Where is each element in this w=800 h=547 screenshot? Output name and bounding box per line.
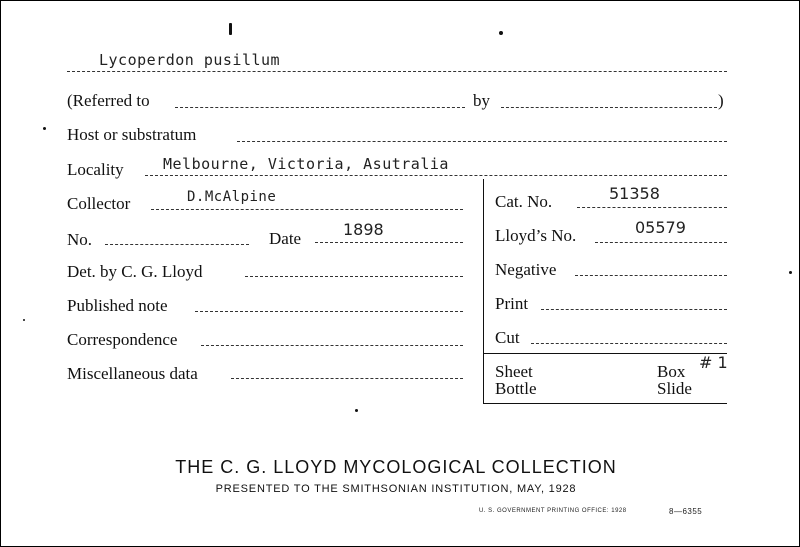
negative-label: Negative xyxy=(495,260,557,279)
sheet-label: Sheet xyxy=(495,362,533,381)
referred-to-label: (Referred to xyxy=(67,91,150,110)
published-line xyxy=(195,311,463,312)
cat-no-label: Cat. No. xyxy=(495,192,553,211)
printer-line: U. S. GOVERNMENT PRINTING OFFICE: 1928 xyxy=(479,508,627,514)
lloyd-no-label: Lloyd’s No. xyxy=(495,226,577,245)
date-line xyxy=(315,242,463,243)
ink-mark xyxy=(229,23,232,35)
correspondence-label: Correspondence xyxy=(67,330,178,349)
collection-subtitle: PRESENTED TO THE SMITHSONIAN INSTITUTION, MAY, 1928 xyxy=(215,483,577,495)
no-label: No. xyxy=(67,230,93,249)
det-label: Det. by C. G. Lloyd xyxy=(67,262,203,281)
species-line xyxy=(67,71,727,72)
collector-label: Collector xyxy=(67,194,131,213)
lloyd-no-value: 05579 xyxy=(635,218,686,237)
date-label: Date xyxy=(269,229,302,248)
cat-no-line xyxy=(577,207,727,208)
locality-label: Locality xyxy=(67,160,124,179)
host-line xyxy=(237,141,727,142)
box-divider xyxy=(483,353,727,354)
collector-value: D.McAlpine xyxy=(187,189,277,205)
collection-title: THE C. G. LLOYD MYCOLOGICAL COLLECTION xyxy=(175,457,617,477)
by-line xyxy=(501,107,717,108)
lloyd-no-line xyxy=(595,242,727,243)
collector-line xyxy=(151,209,463,210)
locality-line xyxy=(145,175,727,176)
ink-dot xyxy=(23,319,25,321)
print-label: Print xyxy=(495,294,529,313)
misc-label: Miscellaneous data xyxy=(67,364,198,383)
box-value: # 1 xyxy=(699,353,728,372)
form-number: 8—6355 xyxy=(669,507,703,516)
published-label: Published note xyxy=(67,296,168,315)
date-value: 1898 xyxy=(343,220,384,239)
by-label: by xyxy=(473,91,490,110)
cat-no-value: 51358 xyxy=(609,184,660,203)
cut-line xyxy=(531,343,727,344)
det-line xyxy=(245,276,463,277)
misc-line xyxy=(231,378,463,379)
print-line xyxy=(541,309,727,310)
locality-value: Melbourne, Victoria, Asutralia xyxy=(163,155,449,173)
cut-label: Cut xyxy=(495,328,520,347)
host-label: Host or substratum xyxy=(67,125,197,144)
ink-dot xyxy=(355,409,358,412)
box-bottom-border xyxy=(483,403,727,404)
close-paren: ) xyxy=(718,91,724,110)
box-label: Box xyxy=(657,362,686,381)
ink-dot xyxy=(499,31,503,35)
negative-line xyxy=(575,275,727,276)
slide-label: Slide xyxy=(657,379,692,398)
ink-dot xyxy=(43,127,46,130)
no-line xyxy=(105,244,249,245)
correspondence-line xyxy=(201,345,463,346)
bottle-label: Bottle xyxy=(495,379,537,398)
referred-to-line xyxy=(175,107,465,108)
box-left-border xyxy=(483,179,484,403)
species-name: Lycoperdon pusillum xyxy=(99,51,281,69)
ink-dot xyxy=(789,271,792,274)
